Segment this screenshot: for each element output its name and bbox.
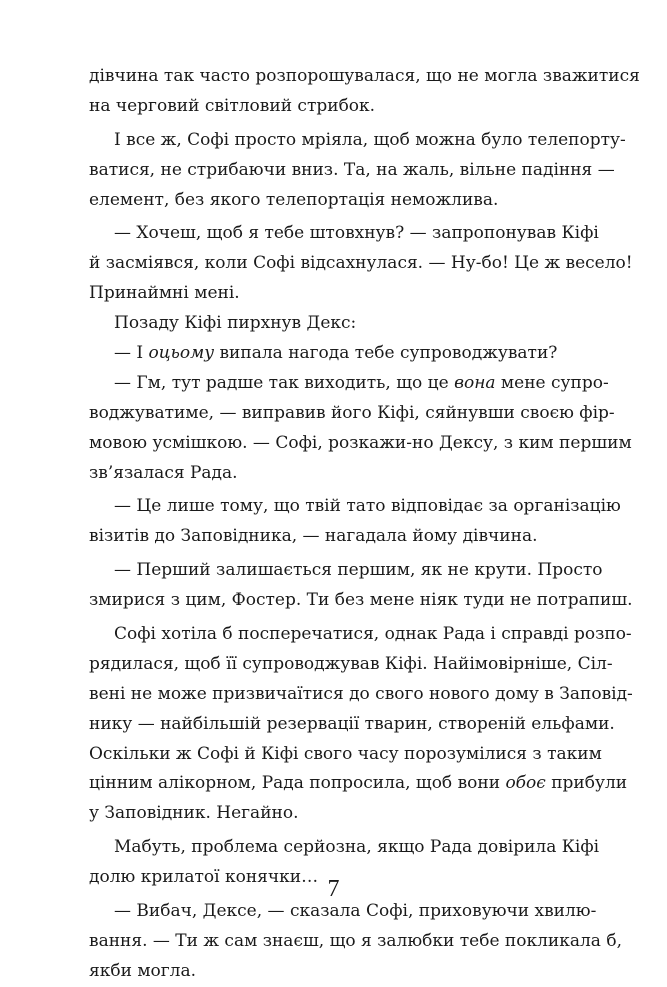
text-line: змирися з цим, Фостер. Ти без мене ніяк туди не потрапиш. — [89, 590, 633, 611]
text-line — [89, 769, 628, 799]
text-line: рядилася, щоб її супроводжував Кіфі. Найімовірніше, Сіл- — [89, 653, 613, 674]
text-run: цінним алікорном, Рада попросила, щоб вони — [89, 773, 506, 794]
text-run: — І — [114, 343, 149, 364]
text-line: — Перший залишається першим, як не крути. Просто — [114, 560, 603, 581]
text-line: нику — найбільшій резервації тварин, створеній ельфами. — [89, 713, 615, 734]
text-line — [89, 369, 609, 399]
text-line: — Хочеш, щоб я тебе штовхнув? — запропонував Кіфі — [114, 223, 599, 244]
text-run: прибули — [545, 773, 628, 794]
text-line: зв’язалася Рада. — [89, 462, 238, 483]
text-line: елемент, без якого телепортація неможлива. — [89, 189, 499, 210]
text-line: Оскільки ж Софі й Кіфі свого часу порозумілися з таким — [89, 743, 602, 764]
text-line: — Вибач, Дексе, — сказала Софі, приховуючи хвилю- — [114, 901, 597, 922]
text-line: воджуватиме, — виправив його Кіфі, сяйнувши своєю фір- — [89, 402, 615, 423]
text-line: мовою усмішкою. — Софі, розкажи-но Дексу, з ким першим — [89, 432, 632, 453]
italic-word: обоє — [505, 773, 546, 794]
text-line: дівчина так часто розпорошувалася, що не могла зважитися — [89, 66, 640, 86]
text-line: Мабуть, проблема серйозна, якщо Рада довірила Кіфі — [114, 837, 600, 858]
text-run: мене супро- — [495, 372, 609, 393]
text-line: й засміявся, коли Софі відсахнулася. — Ну-бо! Це ж весело! — [89, 253, 633, 274]
italic-word: оцьому — [148, 343, 215, 364]
text-line: у Заповідник. Негайно. — [89, 803, 299, 824]
text-line: Позаду Кіфі пирхнув Декс: — [114, 313, 357, 334]
text-run: випала нагода тебе супроводжувати? — [214, 343, 558, 364]
book-page-text — [89, 62, 640, 987]
text-line: на черговий світловий стрибок. — [89, 95, 376, 116]
text-line: долю крилатої конячки… — [89, 867, 319, 888]
text-line: якби могла. — [89, 960, 197, 981]
text-line: — Це лише тому, що твій тато відповідає за організацію — [114, 496, 621, 517]
text-line: Софі хотіла б посперечатися, однак Рада і справді розпо- — [114, 624, 632, 645]
text-line: ватися, не стрибаючи вниз. Та, на жаль, вільне падіння — — [89, 159, 615, 180]
italic-word: вона — [454, 372, 496, 393]
text-line: вання. — Ти ж сам знаєш, що я залюбки тебе покликала б, — [89, 930, 622, 951]
text-run: — Гм, тут радше так виходить, що це — [114, 372, 455, 393]
page-number: 7 — [327, 876, 340, 902]
text-line: І все ж, Софі просто мріяла, щоб можна було телепорту- — [114, 129, 626, 150]
text-line — [89, 339, 576, 369]
text-line: візитів до Заповідника, — нагадала йому дівчина. — [89, 526, 538, 547]
text-line: Принаймні мені. — [89, 283, 240, 304]
text-line: вені не може призвичаїтися до свого нового дому в Заповід- — [89, 683, 633, 704]
